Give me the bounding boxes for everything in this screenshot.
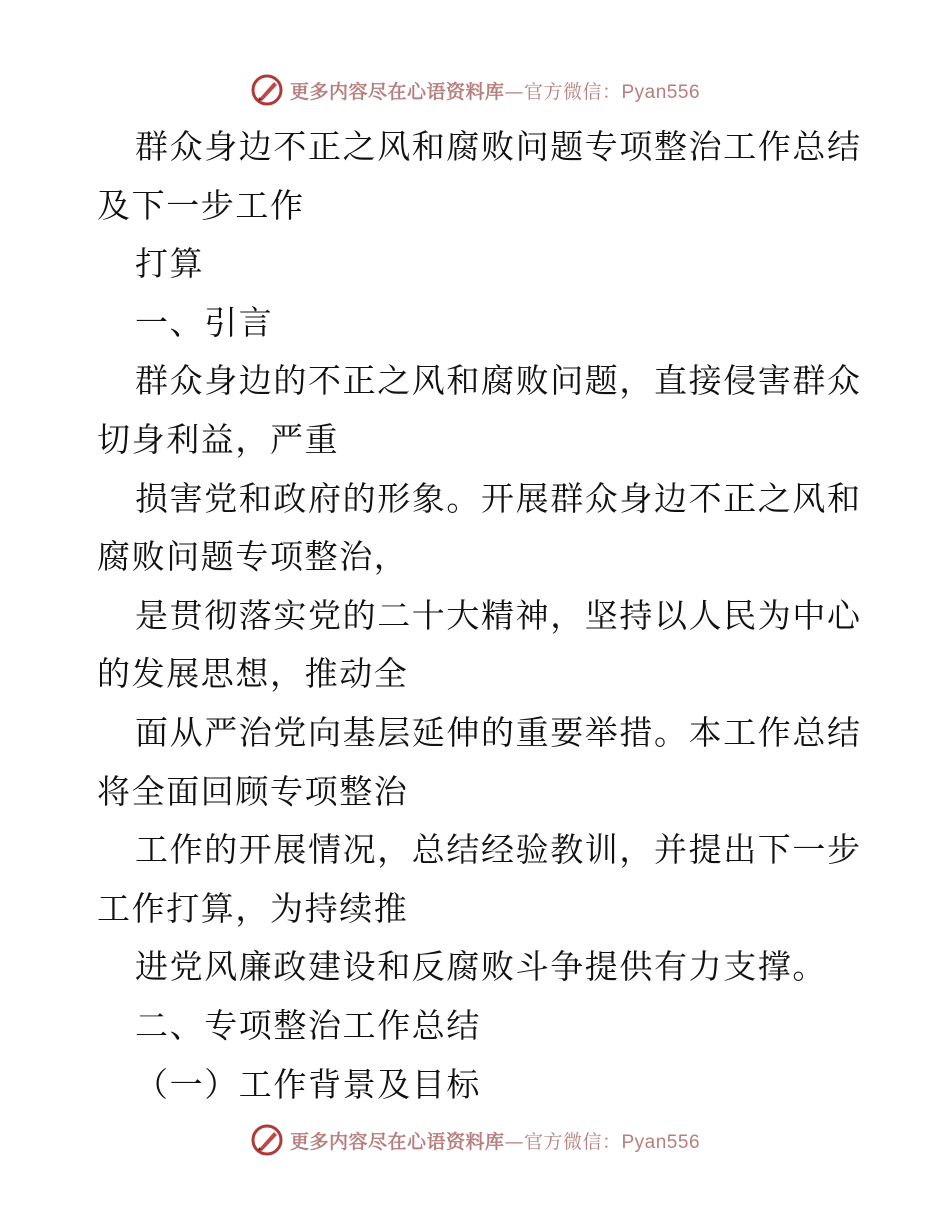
paragraph-line: 工作打算，为持续推: [97, 888, 409, 928]
subsection-heading-background: （一）工作背景及目标: [135, 1064, 481, 1104]
document-title-line-2: 及下一步工作: [97, 185, 305, 225]
header-banner: [0, 70, 950, 110]
paragraph-line: 将全面回顾专项整治: [97, 771, 409, 811]
paragraph-line: 腐败问题专项整治，: [97, 537, 409, 577]
section-heading-intro: 一、引言: [135, 302, 274, 342]
banner-text: 更多内容尽在心语资料库—官方微信：Pyan556: [289, 1130, 701, 1153]
paragraph-line: 群众身边的不正之风和腐败问题，直接侵害群众: [135, 361, 862, 401]
paragraph-line: 进党风廉政建设和反腐败斗争提供有力支撑。: [135, 947, 827, 987]
footer-banner: [0, 1120, 950, 1160]
banner-text: 更多内容尽在心语资料库—官方微信：Pyan556: [289, 80, 701, 103]
paragraph-line: 是贯彻落实党的二十大精神，坚持以人民为中心: [135, 595, 862, 635]
paragraph-line: 工作的开展情况，总结经验教训，并提出下一步: [135, 830, 862, 870]
section-heading-summary: 二、专项整治工作总结: [135, 1005, 481, 1045]
paragraph-line: 面从严治党向基层延伸的重要举措。本工作总结: [135, 712, 862, 752]
paragraph-line: 切身利益，严重: [97, 419, 340, 459]
quill-pen-logo-icon: [250, 73, 284, 107]
paragraph-line: 的发展思想，推动全: [97, 654, 409, 694]
document-body: [97, 118, 862, 1114]
quill-pen-logo-icon: [250, 1123, 284, 1157]
document-title-line-1: 群众身边不正之风和腐败问题专项整治工作总结: [135, 127, 862, 166]
paragraph-line: 损害党和政府的形象。开展群众身边不正之风和: [135, 478, 862, 518]
document-title-line-3: 打算: [135, 244, 205, 284]
